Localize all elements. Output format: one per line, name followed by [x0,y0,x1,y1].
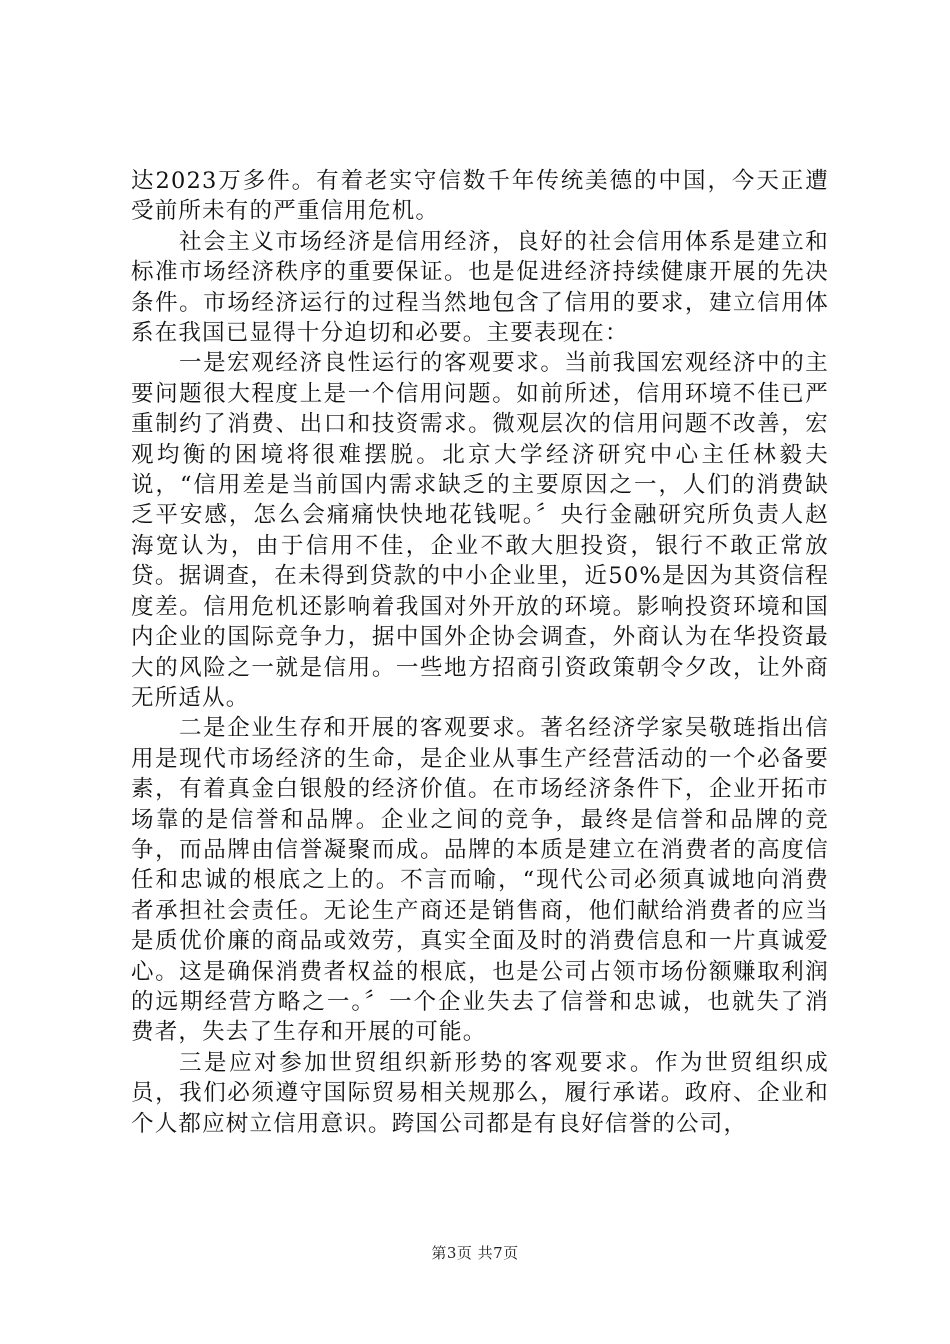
page-number-label: 第3页 共7页 [431,1244,519,1262]
paragraph-3: 一是宏观经济良性运行的客观要求。当前我国宏观经济中的主要问题很大程度上是一个信用问题。如前所述，信用环境不佳已严重制约了消费、出口和技资需求。微观层次的信用问题不改善，宏观均衡的困境将很难摆脱。北京大学经济研究中心主任林毅夫说，“信用差是当前国内需求缺乏的主要原因之一，人们的消费缺乏平安感，怎么会痛痛快快地花钱呢。〞央行金融研究所负责人赵海宽认为，由于信用不佳，企业不敢大胆投资，银行不敢正常放贷。据调查，在未得到贷款的中小企业里，近50%是因为其资信程度差。信用危机还影响着我国对外开放的环境。影响投资环境和国内企业的国际竞争力，据中国外企协会调查，外商认为在华投资最大的风险之一就是信用。一些地方招商引资政策朝令夕改，让外商无所适从。 [131,350,829,711]
paragraph-2: 社会主义市场经济是信用经济，良好的社会信用体系是建立和标准市场经济秩序的重要保证。也是促进经济持续健康开展的先决条件。市场经济运行的过程当然地包含了信用的要求，建立信用体系在我国已显得十分迫切和必要。主要表现在： [131,228,829,347]
paragraph-4: 二是企业生存和开展的客观要求。著名经济学家吴敬琏指出信用是现代市场经济的生命，是企业从事生产经营活动的一个必备要素，有着真金白银般的经济价值。在市场经济条件下，企业开拓市场靠的是信誉和品牌。企业之间的竞争，最终是信誉和品牌的竞争，而品牌由信誉凝聚而成。品牌的本质是建立在消费者的高度信任和忠诚的根底之上的。不言而喻，“现代公司必须真诚地向消费者承担社会责任。无论生产商还是销售商，他们献给消费者的应当是质优价廉的商品或效劳，真实全面及时的消费信息和一片真诚爱心。这是确保消费者权益的根底，也是公司占领市场份额赚取利润的远期经营方略之一。〞一个企业失去了信誉和忠诚，也就失了消费者，失去了生存和开展的可能。 [131,715,829,1046]
paragraph-5: 三是应对参加世贸组织新形势的客观要求。作为世贸组织成员，我们必须遵守国际贸易相关规那么，履行承诺。政府、企业和个人都应树立信用意识。跨国公司都是有良好信誉的公司， [131,1049,829,1137]
page-footer [0,1243,950,1263]
paragraph-1: 达2023万多件。有着老实守信数千年传统美德的中国，今天正遭受前所未有的严重信用危机。 [131,168,829,225]
document-body [131,166,829,1139]
